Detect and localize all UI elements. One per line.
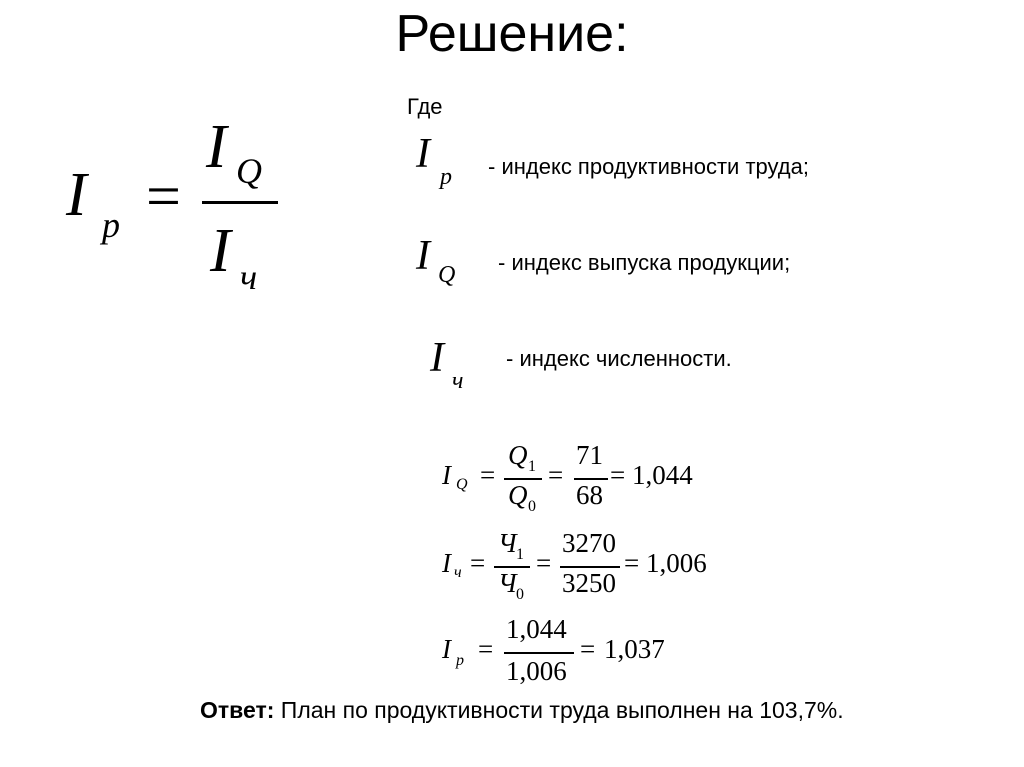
eq-f1-num: Q [508,440,528,470]
def-text: - индекс продуктивности труда; [488,154,809,179]
answer-label: Ответ: [200,697,275,723]
def-sub: ч [452,368,464,394]
eq-f2-num: 71 [576,440,603,470]
equation-iq: I Q = Q 1 Q 0 = 71 68 = 1,044 [442,440,693,515]
eq-lhs-sub: p [456,652,464,669]
eq-f1-num: Ч [498,528,517,558]
eq-lhs: I [442,634,451,664]
eq-fraction-line [504,652,574,654]
eq-f1-den: 1,006 [506,656,567,686]
main-num-symbol: I [206,113,227,181]
eq-result: 1,044 [632,460,693,490]
eq-f1-num-sub: 1 [528,458,536,475]
eq-f2-den: 3250 [562,568,616,598]
definition-row-q [410,232,950,302]
main-lhs-sub: p [102,205,120,245]
eq-result: 1,006 [646,548,707,578]
eq-lhs-sub: Q [456,476,468,493]
eq-f2-den: 68 [576,480,603,510]
eq-f2-num: 3270 [562,528,616,558]
main-lhs-symbol: I [66,161,87,229]
def-symbol: I [416,233,430,279]
eq-f1-den-sub: 0 [528,498,536,515]
main-fraction-line [202,201,278,204]
eq-f1-den-sub: 0 [516,586,524,603]
main-num-sub: Q [236,151,262,191]
eq-f1-den: Ч [498,568,517,598]
answer-text: План по продуктивности труда выполнен на 103,7%. [280,697,844,723]
eq-lhs-sub: ч [454,564,462,581]
main-formula [60,110,300,300]
eq-f1-num: 1,044 [506,614,567,644]
eq-lhs: I [442,548,451,578]
main-den-sub: ч [240,257,258,297]
slide-title: Решение: [395,5,629,63]
def-sub: p [440,164,452,190]
where-label: Где [407,94,443,119]
eq-lhs: I [442,460,451,490]
definition-row-p [410,130,950,200]
definition-row-ch [426,334,926,404]
eq-f1-num-sub: 1 [516,546,524,563]
eq-f1-den: Q [508,480,528,510]
def-text: - индекс численности. [506,346,732,371]
answer-line [200,697,844,724]
eq-result: 1,037 [604,634,665,664]
def-symbol: I [430,335,444,381]
equation-ich: I ч = Ч 1 Ч 0 = 3270 3250 = 1,006 [442,528,707,603]
def-text: - индекс выпуска продукции; [498,250,791,275]
main-equals: = [146,163,181,231]
def-sub: Q [438,262,456,288]
equation-ip: I p = 1,044 1,006 = 1,037 [442,614,665,686]
main-den-symbol: I [210,217,231,285]
def-symbol: I [416,131,430,177]
